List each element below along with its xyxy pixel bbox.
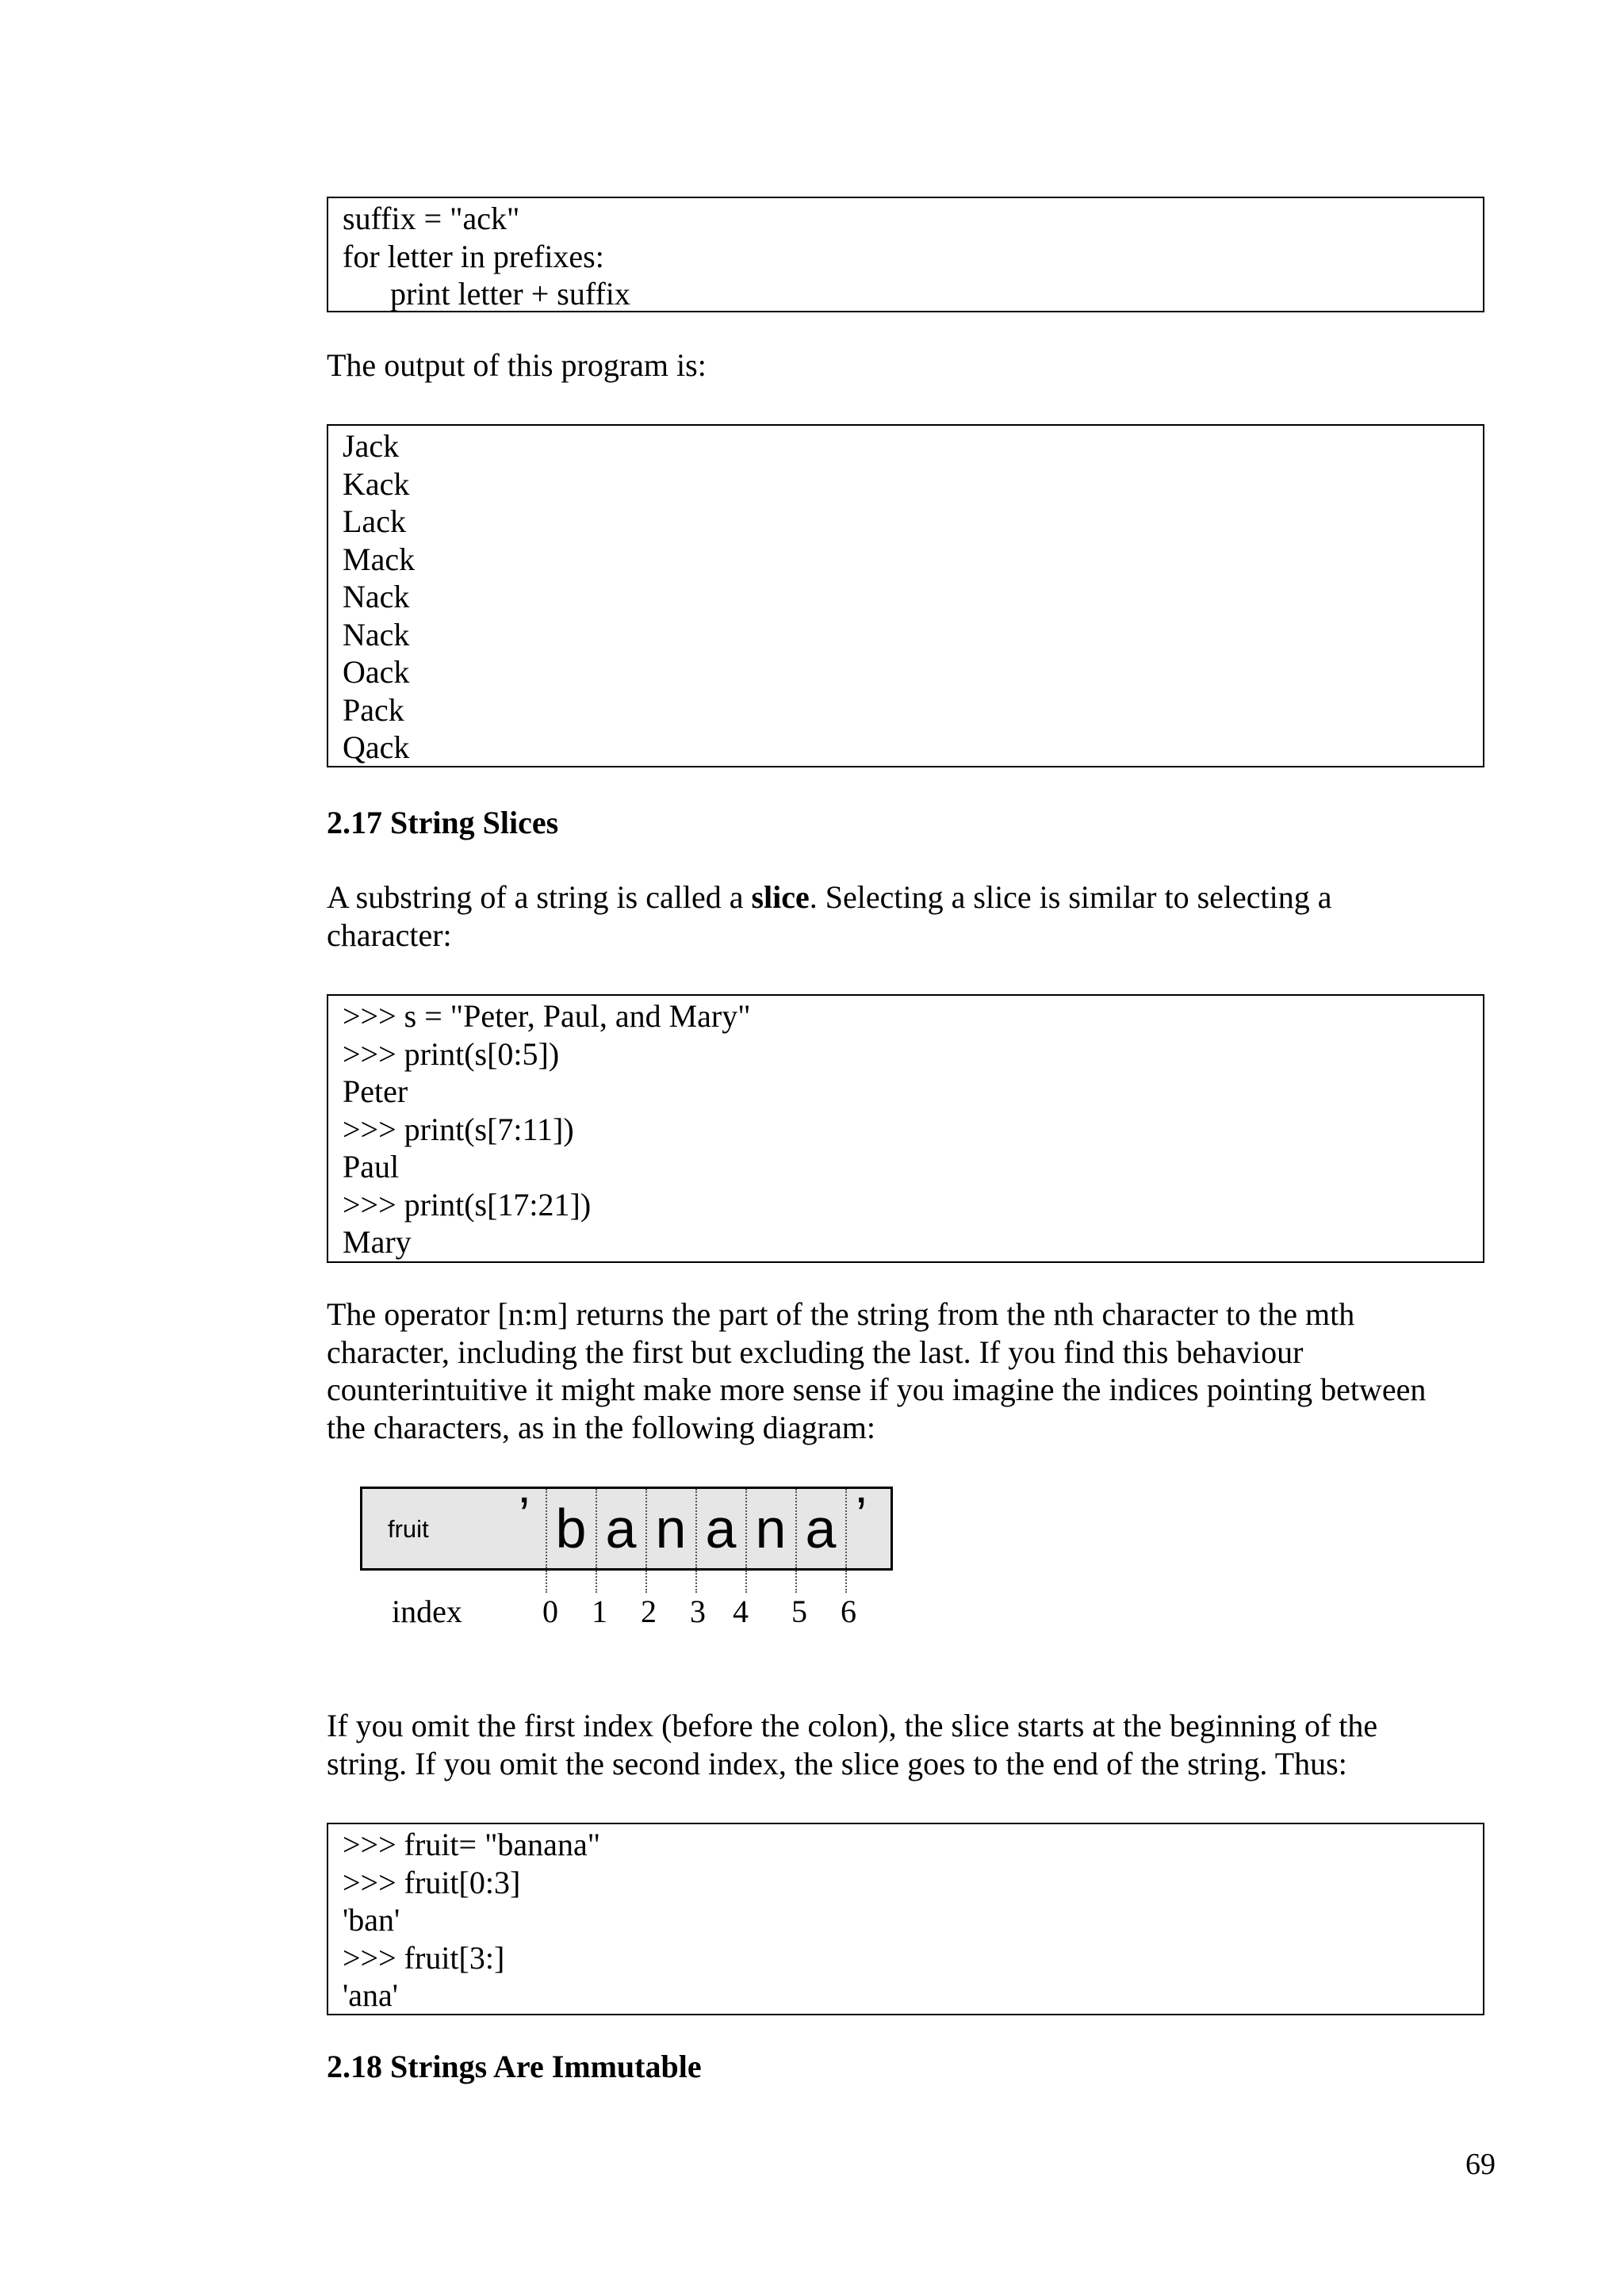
diagram-char: b bbox=[555, 1498, 587, 1559]
output-line: Nack bbox=[343, 616, 410, 652]
code-line: suffix = "ack" bbox=[343, 201, 520, 236]
paragraph-operator bbox=[327, 1295, 1516, 1446]
diagram-index-label: index bbox=[392, 1594, 462, 1629]
diagram-char: a bbox=[705, 1498, 737, 1559]
index-tick bbox=[845, 1571, 847, 1593]
index-tick bbox=[795, 1571, 797, 1593]
output-line: Lack bbox=[343, 503, 406, 539]
diagram-char: a bbox=[605, 1498, 637, 1559]
output-line: Kack bbox=[343, 465, 410, 502]
code-line: >>> fruit= "banana" bbox=[343, 1827, 601, 1862]
index-divider bbox=[845, 1489, 847, 1568]
code-line: >>> print(s[17:21]) bbox=[343, 1186, 592, 1223]
index-tick bbox=[645, 1571, 647, 1593]
output-line: Nack bbox=[343, 579, 410, 614]
code-line: for letter in prefixes: bbox=[343, 238, 604, 274]
index-number: 0 bbox=[542, 1594, 558, 1629]
index-tick bbox=[546, 1571, 547, 1593]
text-run: . Selecting a slice is similar to selecting a bbox=[809, 879, 1332, 915]
code-line: >>> print(s[0:5]) bbox=[343, 1035, 560, 1072]
diagram-variable-label: fruit bbox=[388, 1515, 429, 1543]
code-block-slices bbox=[327, 994, 1484, 1263]
text-run: A substring of a string is called a bbox=[327, 879, 752, 915]
text-line: If you omit the first index (before the colon), the slice starts at the beginning of the bbox=[327, 1708, 1378, 1743]
page-number: 69 bbox=[1465, 2148, 1496, 2181]
paragraph-slice bbox=[327, 878, 1516, 954]
code-line: >>> fruit[3:] bbox=[343, 1939, 505, 1976]
index-tick bbox=[745, 1571, 747, 1593]
paragraph-output-intro bbox=[327, 346, 1516, 385]
code-block-fruit bbox=[327, 1823, 1484, 2015]
text-line: The output of this program is: bbox=[327, 347, 707, 383]
text-line: counterintuitive it might make more sense if you imagine the indices pointing between bbox=[327, 1372, 1427, 1407]
code-line: print letter + suffix bbox=[343, 276, 630, 312]
code-line: 'ana' bbox=[343, 1977, 398, 2013]
index-tick bbox=[695, 1571, 697, 1593]
index-number: 4 bbox=[733, 1594, 749, 1629]
index-number: 5 bbox=[791, 1594, 807, 1629]
text-line: The operator [n:m] returns the part of the string from the nth character to the mth bbox=[327, 1296, 1355, 1332]
index-number: 1 bbox=[592, 1594, 607, 1629]
text-line: character: bbox=[327, 916, 452, 953]
index-tick bbox=[596, 1571, 597, 1593]
output-line: Pack bbox=[343, 691, 404, 728]
code-line: >>> fruit[0:3] bbox=[343, 1864, 521, 1900]
code-line: Mary bbox=[343, 1224, 412, 1260]
index-number: 6 bbox=[841, 1594, 856, 1629]
index-number: 3 bbox=[690, 1594, 706, 1629]
diagram-close-quote: ’ bbox=[856, 1487, 868, 1544]
index-number: 2 bbox=[641, 1594, 657, 1629]
code-line: >>> s = "Peter, Paul, and Mary" bbox=[343, 998, 751, 1034]
text-line: the characters, as in the following diagram: bbox=[327, 1409, 875, 1445]
bold-term-slice: slice bbox=[751, 879, 810, 915]
diagram-char: n bbox=[755, 1498, 787, 1559]
diagram-char: a bbox=[805, 1498, 837, 1559]
paragraph-omit-index bbox=[327, 1707, 1516, 1782]
output-line: Qack bbox=[343, 729, 410, 765]
code-line: Peter bbox=[343, 1073, 408, 1109]
diagram-char: n bbox=[655, 1498, 687, 1559]
diagram-open-quote: ’ bbox=[519, 1487, 530, 1544]
output-line: Oack bbox=[343, 654, 410, 690]
code-block-suffix bbox=[327, 197, 1484, 312]
output-block bbox=[327, 424, 1484, 767]
text-line: character, including the first but excluding the last. If you find this behaviour bbox=[327, 1334, 1304, 1370]
output-line: Mack bbox=[343, 541, 416, 577]
text-line bbox=[327, 878, 1516, 916]
slice-index-diagram bbox=[360, 1487, 893, 1571]
code-line: >>> print(s[7:11]) bbox=[343, 1111, 574, 1147]
code-line: 'ban' bbox=[343, 1902, 400, 1938]
output-line: Jack bbox=[343, 428, 400, 464]
section-heading-strings-immutable: 2.18 Strings Are Immutable bbox=[327, 2049, 702, 2084]
code-line: Paul bbox=[343, 1149, 400, 1184]
section-heading-string-slices: 2.17 String Slices bbox=[327, 805, 559, 840]
text-line: string. If you omit the second index, the slice goes to the end of the string. Thus: bbox=[327, 1745, 1347, 1781]
